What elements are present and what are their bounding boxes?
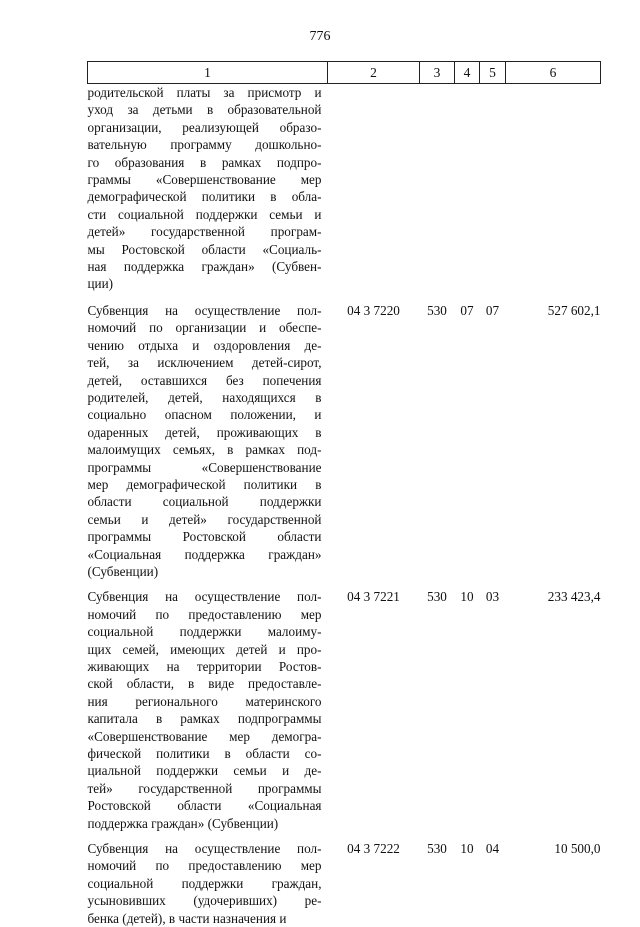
spacer-cell <box>480 580 506 588</box>
spacer-cell <box>420 580 455 588</box>
page-number: 776 <box>0 29 640 45</box>
target-article-code-cell: 04 3 7222 <box>328 840 420 927</box>
description-line: уход за детьми в образовательной <box>88 101 322 118</box>
description-line: тей, за исключением детей-сирот, <box>88 354 322 371</box>
description-line: сти социальной поддержки семьи и <box>88 206 322 223</box>
description-line: социальной поддержки малоиму- <box>88 623 322 640</box>
target-article-code-cell: 04 3 7221 <box>328 588 420 832</box>
table-row <box>88 840 601 927</box>
description-line: (Субвенции) <box>88 563 322 580</box>
target-article-code-cell: 04 3 7220 <box>328 302 420 581</box>
subsection-cell: 04 <box>480 840 506 927</box>
description-line: ции) <box>88 275 322 292</box>
amount-cell: 10 500,0 <box>506 840 601 927</box>
column-header-3: 3 <box>420 62 455 84</box>
spacer-cell <box>328 832 420 840</box>
description-line: живающих на территории Ростов- <box>88 658 322 675</box>
target-article-code-cell <box>328 84 420 293</box>
spacer-cell <box>328 580 420 588</box>
column-header-2: 2 <box>328 62 420 84</box>
table-row <box>88 302 601 581</box>
table-body <box>88 84 601 927</box>
description-line: циальной поддержки семьи и де- <box>88 762 322 779</box>
spacer-cell <box>506 293 601 302</box>
description-line: чению отдыха и оздоровления де- <box>88 337 322 354</box>
table-row <box>88 84 601 293</box>
description-line: поддержка граждан» (Субвенции) <box>88 815 322 832</box>
spacer-cell <box>506 832 601 840</box>
description-line: социально опасном положении, и <box>88 406 322 423</box>
column-header-6: 6 <box>506 62 601 84</box>
row-spacer <box>88 293 601 302</box>
table-row <box>88 588 601 832</box>
description-line: детей, оставшихся без попечения <box>88 372 322 389</box>
table-header-row <box>88 62 601 84</box>
row-description <box>88 302 328 581</box>
section-cell: 10 <box>455 588 480 832</box>
spacer-cell <box>455 293 480 302</box>
spacer-cell <box>506 580 601 588</box>
description-line: номочий по предоставлению мер <box>88 857 322 874</box>
description-line: номочий по предоставлению мер <box>88 606 322 623</box>
budget-table <box>87 61 601 927</box>
description-line: Ростовской области «Социальная <box>88 797 322 814</box>
description-line: фической политики в области со- <box>88 745 322 762</box>
column-header-5: 5 <box>480 62 506 84</box>
description-line: социальной поддержки граждан, <box>88 875 322 892</box>
column-header-4: 4 <box>455 62 480 84</box>
spacer-cell <box>328 293 420 302</box>
amount-cell: 527 602,1 <box>506 302 601 581</box>
description-line: мер демографической политики в <box>88 476 322 493</box>
amount-cell: 233 423,4 <box>506 588 601 832</box>
description-line: программы «Совершенствование <box>88 459 322 476</box>
description-line: малоимущих семьях, в рамках под- <box>88 441 322 458</box>
spacer-cell <box>480 832 506 840</box>
description-line: номочий по организации и обеспе- <box>88 319 322 336</box>
description-line: детей» государственной програм- <box>88 223 322 240</box>
expense-type-cell <box>420 84 455 293</box>
expense-type-cell: 530 <box>420 588 455 832</box>
spacer-cell <box>480 293 506 302</box>
expense-type-cell: 530 <box>420 840 455 927</box>
row-spacer <box>88 580 601 588</box>
section-cell <box>455 84 480 293</box>
description-line: демографической политики в обла- <box>88 188 322 205</box>
description-line: Субвенция на осуществление пол- <box>88 840 322 857</box>
spacer-cell <box>88 832 328 840</box>
description-line: «Социальная поддержка граждан» <box>88 546 322 563</box>
description-line: ской области, в виде предоставле- <box>88 675 322 692</box>
description-line: ния регионального материнского <box>88 693 322 710</box>
description-line: усыновивших (удочеривших) ре- <box>88 892 322 909</box>
row-description <box>88 588 328 832</box>
row-spacer <box>88 832 601 840</box>
description-line: «Совершенствование мер демогра- <box>88 728 322 745</box>
row-description <box>88 84 328 293</box>
description-line: мы Ростовской области «Социаль- <box>88 241 322 258</box>
subsection-cell <box>480 84 506 293</box>
description-line: го образования в рамках подпро- <box>88 154 322 171</box>
description-line: щих семей, имеющих детей и про- <box>88 641 322 658</box>
subsection-cell: 07 <box>480 302 506 581</box>
column-header-1: 1 <box>88 62 328 84</box>
spacer-cell <box>88 580 328 588</box>
spacer-cell <box>455 580 480 588</box>
amount-cell <box>506 84 601 293</box>
row-description <box>88 840 328 927</box>
spacer-cell <box>455 832 480 840</box>
description-line: Субвенция на осуществление пол- <box>88 588 322 605</box>
description-line: родителей, детей, находящихся в <box>88 389 322 406</box>
description-line: граммы «Совершенствование мер <box>88 171 322 188</box>
description-line: одаренных детей, проживающих в <box>88 424 322 441</box>
description-line: Субвенция на осуществление пол- <box>88 302 322 319</box>
spacer-cell <box>420 293 455 302</box>
description-line: бенка (детей), в части назначения и <box>88 910 322 927</box>
section-cell: 07 <box>455 302 480 581</box>
description-line: вательную программу дошкольно- <box>88 136 322 153</box>
description-line: тей» государственной программы <box>88 780 322 797</box>
description-line: программы Ростовской области <box>88 528 322 545</box>
expense-type-cell: 530 <box>420 302 455 581</box>
description-line: организации, реализующей образо- <box>88 119 322 136</box>
description-line: капитала в рамках подпрограммы <box>88 710 322 727</box>
description-line: области социальной поддержки <box>88 493 322 510</box>
spacer-cell <box>420 832 455 840</box>
subsection-cell: 03 <box>480 588 506 832</box>
spacer-cell <box>88 293 328 302</box>
description-line: семьи и детей» государственной <box>88 511 322 528</box>
description-line: ная поддержка граждан» (Субвен- <box>88 258 322 275</box>
section-cell: 10 <box>455 840 480 927</box>
description-line: родительской платы за присмотр и <box>88 84 322 101</box>
